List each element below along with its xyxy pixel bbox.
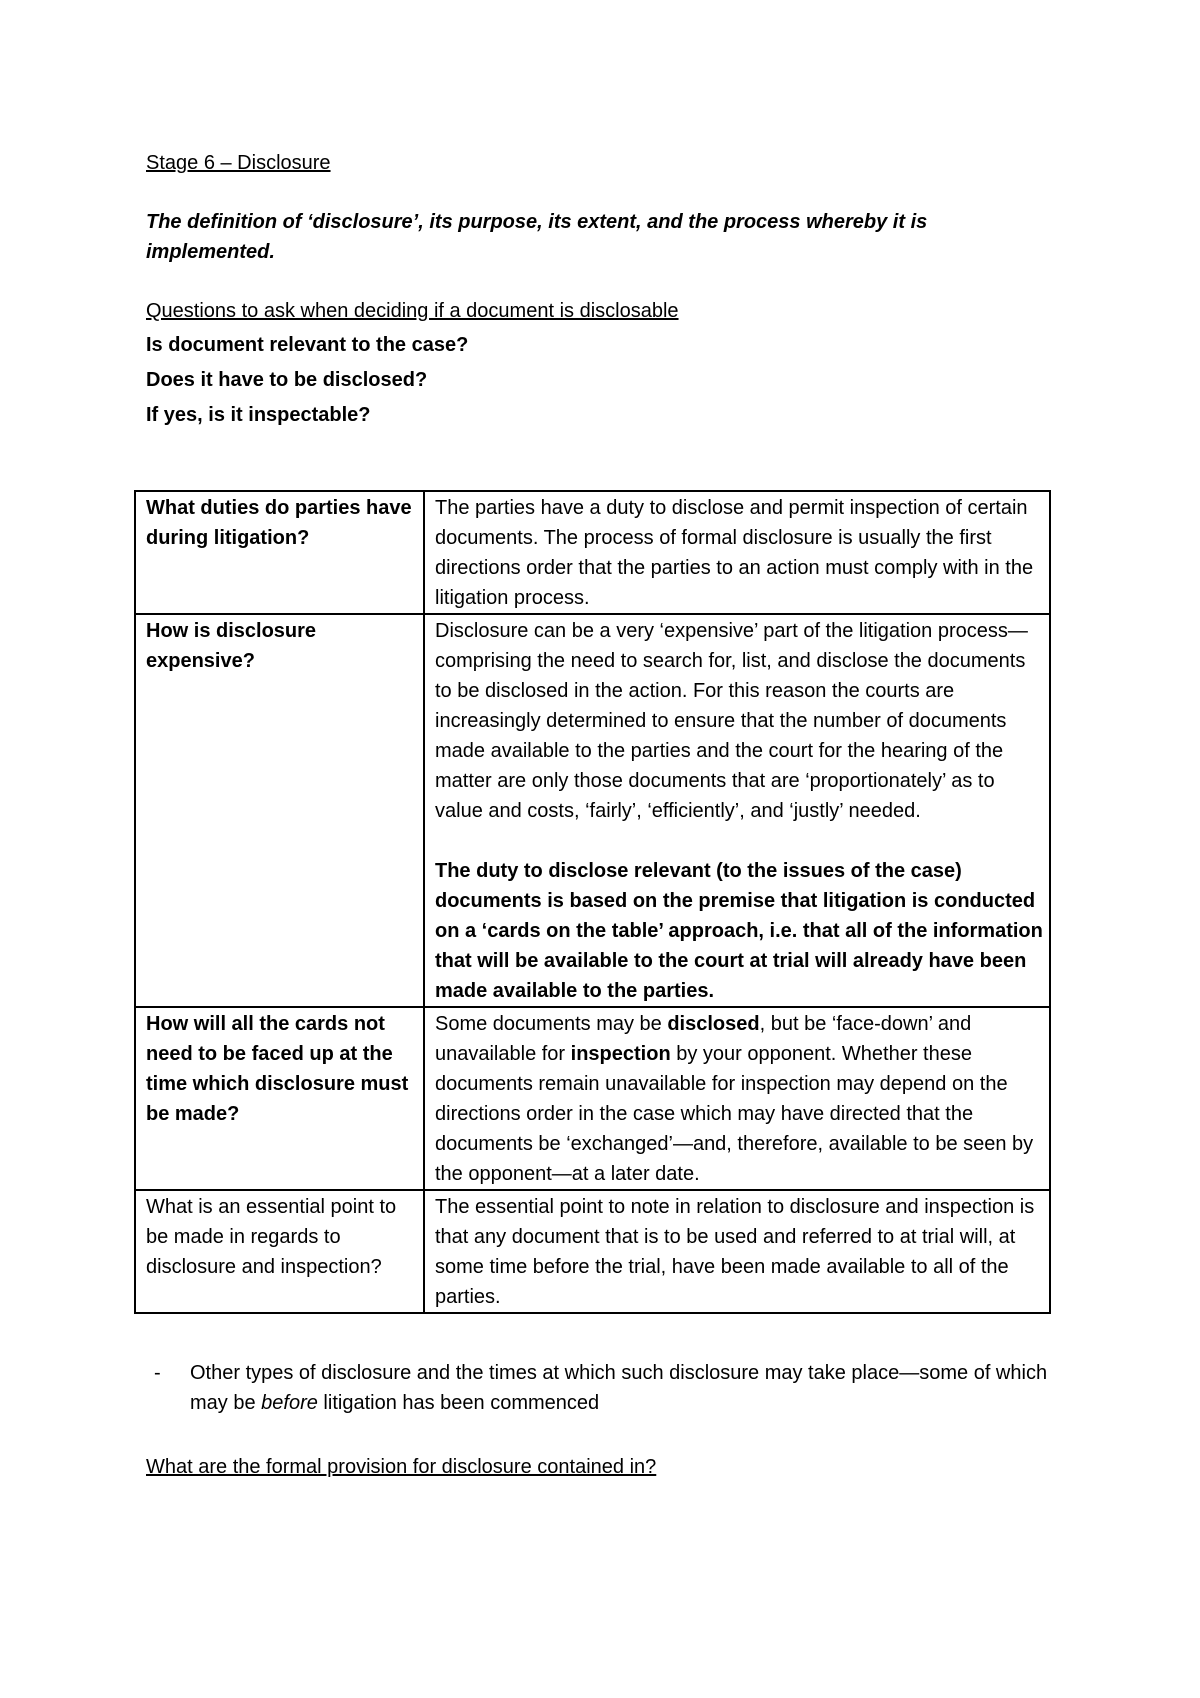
- table-row: [135, 1190, 1050, 1313]
- table-question-cell: How is disclosure expensive?: [135, 614, 424, 1007]
- question-item: Does it have to be disclosed?: [146, 369, 428, 391]
- bullet-italic-word: before: [261, 1392, 318, 1414]
- answer-text: [435, 1009, 1043, 1189]
- table-answer-cell: [424, 614, 1050, 1007]
- table-row: [135, 491, 1050, 614]
- question-item: If yes, is it inspectable?: [146, 404, 371, 426]
- table-question-cell: How will all the cards not need to be faced up at the time which disclosure must be made?: [135, 1007, 424, 1190]
- bullet-text-part: Other types of disclosure and the times at which such disclosure may take place—some of which may be: [190, 1362, 1048, 1414]
- intro-line-2: implemented.: [146, 241, 275, 263]
- intro-line-1: The definition of ‘disclosure’, its purpose, its extent, and the process whereby it is: [146, 211, 928, 233]
- table-answer-cell: [424, 1007, 1050, 1190]
- answer-text-part: , but be ‘face-down’ and unavailable for: [435, 1013, 972, 1065]
- table-answer-cell: [424, 1190, 1050, 1313]
- bullet-text: [190, 1358, 1066, 1418]
- bullet-text-part: litigation has been commenced: [317, 1392, 600, 1414]
- questions-heading: Questions to ask when deciding if a document is disclosable: [146, 300, 679, 322]
- table-row: [135, 1007, 1050, 1190]
- answer-bold-word: disclosed: [667, 1013, 760, 1035]
- disclosure-table: [134, 490, 1051, 1314]
- table-question-cell: What is an essential point to be made in regards to disclosure and inspection?: [135, 1190, 424, 1313]
- page-heading: Stage 6 – Disclosure: [146, 152, 331, 174]
- answer-text-part: by your opponent. Whether these documents remain unavailable for inspection may depend on the directions order in the case which may have directed that the documents be ‘exchanged’—and, therefore, available to be seen by the opponent—at a later date.: [435, 1043, 1034, 1185]
- answer-bold-word: inspection: [570, 1043, 671, 1065]
- table-answer-cell: [424, 491, 1050, 614]
- final-question-heading: What are the formal provision for disclosure contained in?: [146, 1456, 657, 1478]
- bullet-dash: -: [154, 1362, 161, 1384]
- question-item: Is document relevant to the case?: [146, 334, 469, 356]
- table-row: [135, 614, 1050, 1007]
- answer-text: Disclosure can be a very ‘expensive’ part of the litigation process—comprising the need to search for, list, and disclose the documents to be disclosed in the action. For this reason the courts are increasingly determined to ensure that the number of documents made available to the parties and the court for the hearing of the matter are only those documents that are ‘proportionately’ as to value and costs, ‘fairly’, ‘efficiently’, and ‘justly’ needed.: [435, 620, 1028, 822]
- table-question-cell: What duties do parties have during litigation?: [135, 491, 424, 614]
- answer-text: The parties have a duty to disclose and permit inspection of certain documents. The process of formal disclosure is usually the first directions order that the parties to an action must comply with in the litigation process.: [435, 497, 1034, 609]
- bullet-item: [146, 1358, 1066, 1418]
- answer-text: The essential point to note in relation to disclosure and inspection is that any document that is to be used and referred to at trial will, at some time before the trial, have been made available to all of the parties.: [435, 1196, 1035, 1308]
- answer-bold-text: The duty to disclose relevant (to the issues of the case) documents is based on the premise that litigation is conducted on a ‘cards on the table’ approach, i.e. that all of the information that will be available to the court at trial will already have been made available to the parties.: [435, 860, 1043, 1002]
- answer-text-part: Some documents may be: [435, 1013, 668, 1035]
